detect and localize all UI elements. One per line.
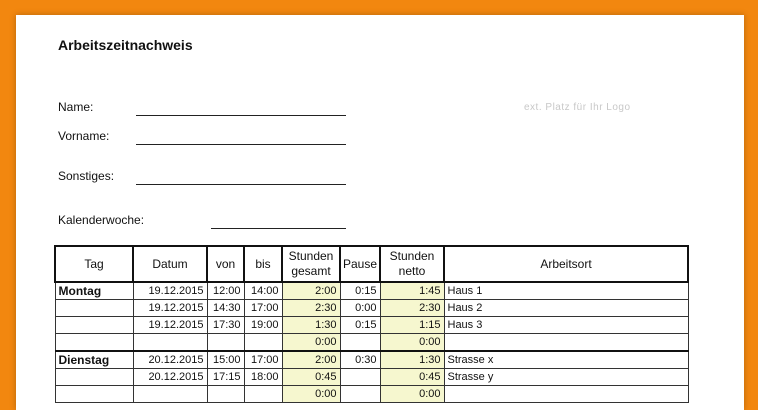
vorname-line[interactable] xyxy=(136,144,346,145)
cell-netto: 1:15 xyxy=(380,317,444,334)
cell-gesamt: 1:30 xyxy=(282,317,340,334)
sonstiges-line[interactable] xyxy=(136,184,346,185)
vorname-label: Vorname: xyxy=(58,129,110,143)
cell-arbeitsort[interactable] xyxy=(444,334,688,352)
cell-datum[interactable]: 19.12.2015 xyxy=(133,282,207,300)
kalenderwoche-label: Kalenderwoche: xyxy=(58,213,145,227)
cell-tag[interactable] xyxy=(55,369,133,386)
kalenderwoche-line[interactable] xyxy=(211,228,346,229)
header-stunden-netto-line1: Stunden xyxy=(389,249,435,263)
cell-bis[interactable] xyxy=(244,386,282,403)
table-row xyxy=(55,351,688,369)
header-datum: Datum xyxy=(133,246,207,282)
cell-von[interactable]: 14:30 xyxy=(207,300,244,317)
cell-pause[interactable] xyxy=(340,369,380,386)
cell-gesamt: 0:00 xyxy=(282,386,340,403)
cell-bis[interactable]: 18:00 xyxy=(244,369,282,386)
sonstiges-label: Sonstiges: xyxy=(58,169,115,183)
cell-pause[interactable] xyxy=(340,386,380,403)
cell-netto: 0:00 xyxy=(380,334,444,352)
document-page xyxy=(16,15,744,410)
cell-gesamt: 2:30 xyxy=(282,300,340,317)
cell-datum[interactable]: 20.12.2015 xyxy=(133,351,207,369)
name-line[interactable] xyxy=(136,115,346,116)
cell-tag[interactable] xyxy=(55,334,133,352)
header-bis: bis xyxy=(244,246,282,282)
name-label: Name: xyxy=(58,100,94,114)
document-title: Arbeitszeitnachweis xyxy=(58,37,193,53)
cell-arbeitsort[interactable]: Strasse y xyxy=(444,369,688,386)
cell-tag[interactable]: Montag xyxy=(55,282,133,300)
cell-tag[interactable] xyxy=(55,386,133,403)
cell-arbeitsort[interactable]: Haus 2 xyxy=(444,300,688,317)
table-row xyxy=(55,282,688,300)
cell-datum[interactable] xyxy=(133,386,207,403)
cell-bis[interactable]: 14:00 xyxy=(244,282,282,300)
cell-gesamt: 2:00 xyxy=(282,282,340,300)
cell-arbeitsort[interactable]: Haus 1 xyxy=(444,282,688,300)
cell-datum[interactable]: 20.12.2015 xyxy=(133,369,207,386)
table-row xyxy=(55,317,688,334)
table-row xyxy=(55,334,688,352)
cell-netto: 0:45 xyxy=(380,369,444,386)
header-stunden-gesamt-line1: Stunden xyxy=(288,249,334,263)
cell-tag[interactable] xyxy=(55,300,133,317)
cell-pause[interactable]: 0:15 xyxy=(340,317,380,334)
header-stunden-gesamt-line2: gesamt xyxy=(291,264,331,278)
cell-von[interactable] xyxy=(207,334,244,352)
header-stunden-netto-line2: netto xyxy=(398,264,426,278)
cell-arbeitsort[interactable]: Haus 3 xyxy=(444,317,688,334)
cell-netto: 1:45 xyxy=(380,282,444,300)
cell-tag[interactable] xyxy=(55,317,133,334)
logo-placeholder: ext. Platz für Ihr Logo xyxy=(524,102,631,113)
cell-gesamt: 0:45 xyxy=(282,369,340,386)
cell-pause[interactable]: 0:15 xyxy=(340,282,380,300)
cell-netto: 1:30 xyxy=(380,351,444,369)
cell-tag[interactable]: Dienstag xyxy=(55,351,133,369)
cell-bis[interactable]: 19:00 xyxy=(244,317,282,334)
cell-pause[interactable]: 0:30 xyxy=(340,351,380,369)
cell-datum[interactable]: 19.12.2015 xyxy=(133,300,207,317)
header-arbeitsort: Arbeitsort xyxy=(444,246,688,282)
cell-von[interactable]: 15:00 xyxy=(207,351,244,369)
timesheet-table xyxy=(54,245,689,403)
cell-gesamt: 0:00 xyxy=(282,334,340,352)
header-stunden-netto xyxy=(380,246,444,282)
table-row xyxy=(55,369,688,386)
table-row xyxy=(55,386,688,403)
header-pause: Pause xyxy=(340,246,380,282)
cell-datum[interactable]: 19.12.2015 xyxy=(133,317,207,334)
cell-von[interactable] xyxy=(207,386,244,403)
cell-bis[interactable]: 17:00 xyxy=(244,351,282,369)
table-header-row xyxy=(55,246,688,282)
cell-arbeitsort[interactable]: Strasse x xyxy=(444,351,688,369)
cell-pause[interactable]: 0:00 xyxy=(340,300,380,317)
header-tag: Tag xyxy=(55,246,133,282)
cell-netto: 2:30 xyxy=(380,300,444,317)
table-row xyxy=(55,300,688,317)
cell-bis[interactable] xyxy=(244,334,282,352)
cell-von[interactable]: 17:15 xyxy=(207,369,244,386)
header-stunden-gesamt xyxy=(282,246,340,282)
cell-von[interactable]: 17:30 xyxy=(207,317,244,334)
cell-pause[interactable] xyxy=(340,334,380,352)
cell-von[interactable]: 12:00 xyxy=(207,282,244,300)
cell-arbeitsort[interactable] xyxy=(444,386,688,403)
cell-bis[interactable]: 17:00 xyxy=(244,300,282,317)
cell-gesamt: 2:00 xyxy=(282,351,340,369)
cell-netto: 0:00 xyxy=(380,386,444,403)
header-von: von xyxy=(207,246,244,282)
cell-datum[interactable] xyxy=(133,334,207,352)
